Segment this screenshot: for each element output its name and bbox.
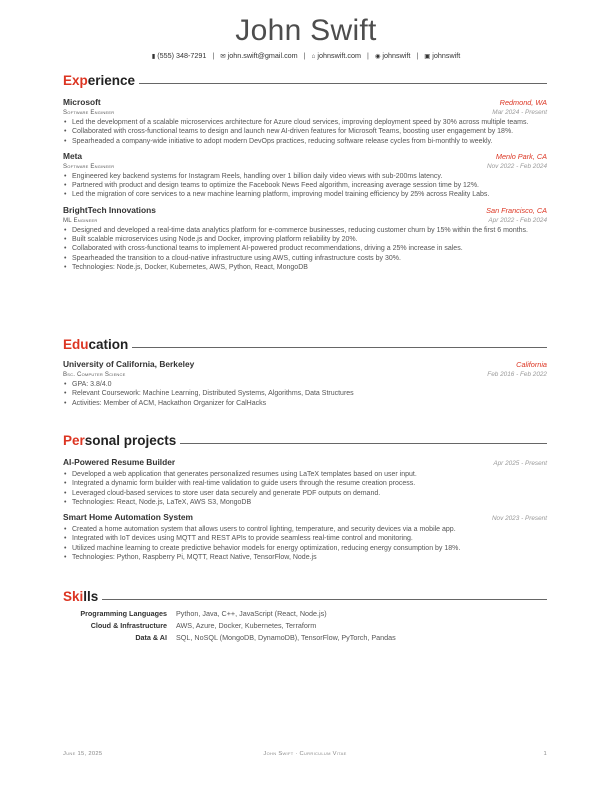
date-range: Mar 2024 - Present [492,109,547,116]
section-rule [132,347,547,348]
skills-heading: Skills [63,588,99,604]
footer-date: June 15, 2025 [63,751,103,757]
list-item: • Designed and developed a real-time data analytics platform for e-commerce businesses, reducing customer churn by 15% within the first 6 months. [63,226,547,235]
email-icon: ✉ [220,53,226,60]
list-item: • Led the migration of core services to a new machine learning platform, improving model training efficiency by 25% across Reality Labs. [63,190,547,199]
section-rule [139,83,547,84]
home-icon: ⌂ [311,53,316,60]
job-role: Software Engineer [63,109,115,116]
project-entry [63,457,547,507]
experience-entry [63,205,547,272]
skill-row [63,620,547,632]
project-entry [63,512,547,562]
skill-category: Data & AI [135,633,167,642]
page-title: John Swift [235,14,377,47]
projects-heading: Personal projects [63,432,177,448]
experience-heading: Experience [63,72,136,88]
list-item: • Integrated with IoT devices using MQTT and REST APIs to provide seamless real-time control and monitoring. [63,534,547,543]
bullet-list [63,380,547,408]
skill-category: Programming Languages [80,609,167,618]
list-item: • Engineered key backend systems for Instagram Reels, handling over 1 billion daily video views with sub-200ms latency. [63,172,547,181]
linkedin-icon: ▣ [424,53,431,60]
list-item: • Partnered with product and design teams to optimize the Facebook News Feed algorithm, increasing average session time by 12%. [63,181,547,190]
skill-value: SQL, NoSQL (MongoDB, DynamoDB), TensorFlow, PyTorch, Pandas [176,633,396,642]
list-item: • GPA: 3.8/4.0 [63,380,547,389]
list-item: • Activities: Member of ACM, Hackathon Organizer for CalHacks [63,399,547,408]
list-item: • Leveraged cloud-based services to store user data securely and generate PDF outputs on demand. [63,489,547,498]
github-icon: ◉ [374,53,381,60]
date-range: Apr 2025 - Present [493,460,547,467]
section-heading [63,72,547,88]
list-item: • Spearheaded the transition to a cloud-native infrastructure using AWS, cutting infrastructure costs by 30%. [63,254,547,263]
footer-title: John Swift · Curriculum Vitae [263,751,347,757]
skills-table [63,608,547,644]
list-item: • Developed a web application that generates personalized resumes using LaTeX templates based on user input. [63,470,547,479]
contact-bar: ▮ (555) 348-7291 | ✉ john.swift@gmail.com | ⌂ johnswift.com | ◉ johnswift | ▣ johnswift [151,51,461,60]
contact-linkedin[interactable]: ▣ johnswift [424,51,461,60]
list-item: • Created a home automation system that allows users to control lighting, temperature, and security devices via a mobile app. [63,525,547,534]
skill-category: Cloud & Infrastructure [90,621,167,630]
projects-section [63,432,547,562]
education-section [63,336,547,408]
section-heading [63,336,547,352]
bullet-list [63,172,547,200]
section-heading [63,588,547,604]
list-item: • Integrated a dynamic form builder with real-time validation to guide users through the resume creation process. [63,479,547,488]
education-entry [63,359,547,408]
list-item: • Technologies: React, Node.js, LaTeX, AWS S3, MongoDB [63,498,547,507]
list-item: • Led the development of a scalable microservices architecture for Azure cloud services, improving deployment speed by 30% across multiple teams. [63,118,547,127]
location: Menlo Park, CA [495,151,547,161]
degree: Bsc. Computer Science [63,371,126,378]
contact-phone[interactable]: ▮ (555) 348-7291 [151,51,207,60]
project-name: AI-Powered Resume Builder [63,457,176,467]
page-number: 1 [543,751,547,757]
date-range: Apr 2022 - Feb 2024 [488,216,547,224]
experience-entry [63,151,547,200]
list-item: • Utilized machine learning to create predictive behavior models for energy optimization, reducing energy consumption by 18%. [63,544,547,553]
list-item: • Spearheaded a company-wide initiative to adopt modern DevOps practices, reducing software release cycles from bi-monthly to weekly. [63,137,547,146]
education-heading: Education [63,336,129,352]
skill-value: AWS, Azure, Docker, Kubernetes, Terraform [176,621,317,630]
list-item: • Technologies: Node.js, Docker, Kubernetes, AWS, Python, React, MongoDB [63,263,547,272]
list-item: • Relevant Coursework: Machine Learning, Distributed Systems, Algorithms, Data Structures [63,389,547,398]
phone-icon: ▮ [151,53,156,60]
date-range: Nov 2023 - Present [491,515,547,523]
experience-section [63,72,547,272]
job-role: ML Engineer [63,216,98,224]
bullet-list [63,470,547,507]
bullet-list [63,226,547,272]
project-name: Smart Home Automation System [63,512,193,523]
location: San Francisco, CA [486,205,547,215]
location: California [516,360,547,369]
list-item: • Technologies: Python, Raspberry Pi, MQTT, React Native, TensorFlow, Node.js [63,553,547,562]
section-rule [180,443,547,444]
skills-section [63,588,547,644]
employer-name: BrightTech Innovations [63,204,156,215]
contact-website[interactable]: ⌂ johnswift.com [311,51,361,60]
date-range: Feb 2016 - Feb 2022 [487,371,547,378]
skill-row [63,608,547,620]
bullet-list [63,525,547,562]
list-item: • Collaborated with cross-functional teams to design and launch new AI-driven features for Microsoft Teams, boosting user engagement by 18%. [63,127,547,136]
section-heading [63,432,547,448]
list-item: • Built scalable microservices using Node.js and Docker, improving platform reliability by 20%. [63,235,547,244]
bullet-list [63,118,547,146]
contact-github[interactable]: ◉ johnswift [374,51,411,60]
skill-row [63,632,547,644]
employer-name: Microsoft [63,97,101,107]
section-rule [102,599,547,600]
employer-name: Meta [63,150,83,161]
skill-value: Python, Java, C++, JavaScript (React, Node.js) [176,609,327,618]
list-item: • Collaborated with cross-functional teams to implement AI-powered product recommendations, driving a 25% increase in sales. [63,244,547,253]
experience-entry [63,97,547,146]
location: Redmond, WA [499,98,547,107]
contact-email[interactable]: ✉ john.swift@gmail.com [220,51,298,60]
job-role: Software Engineer [63,162,115,170]
date-range: Nov 2022 - Feb 2024 [486,162,547,170]
school-name: University of California, Berkeley [63,359,195,369]
